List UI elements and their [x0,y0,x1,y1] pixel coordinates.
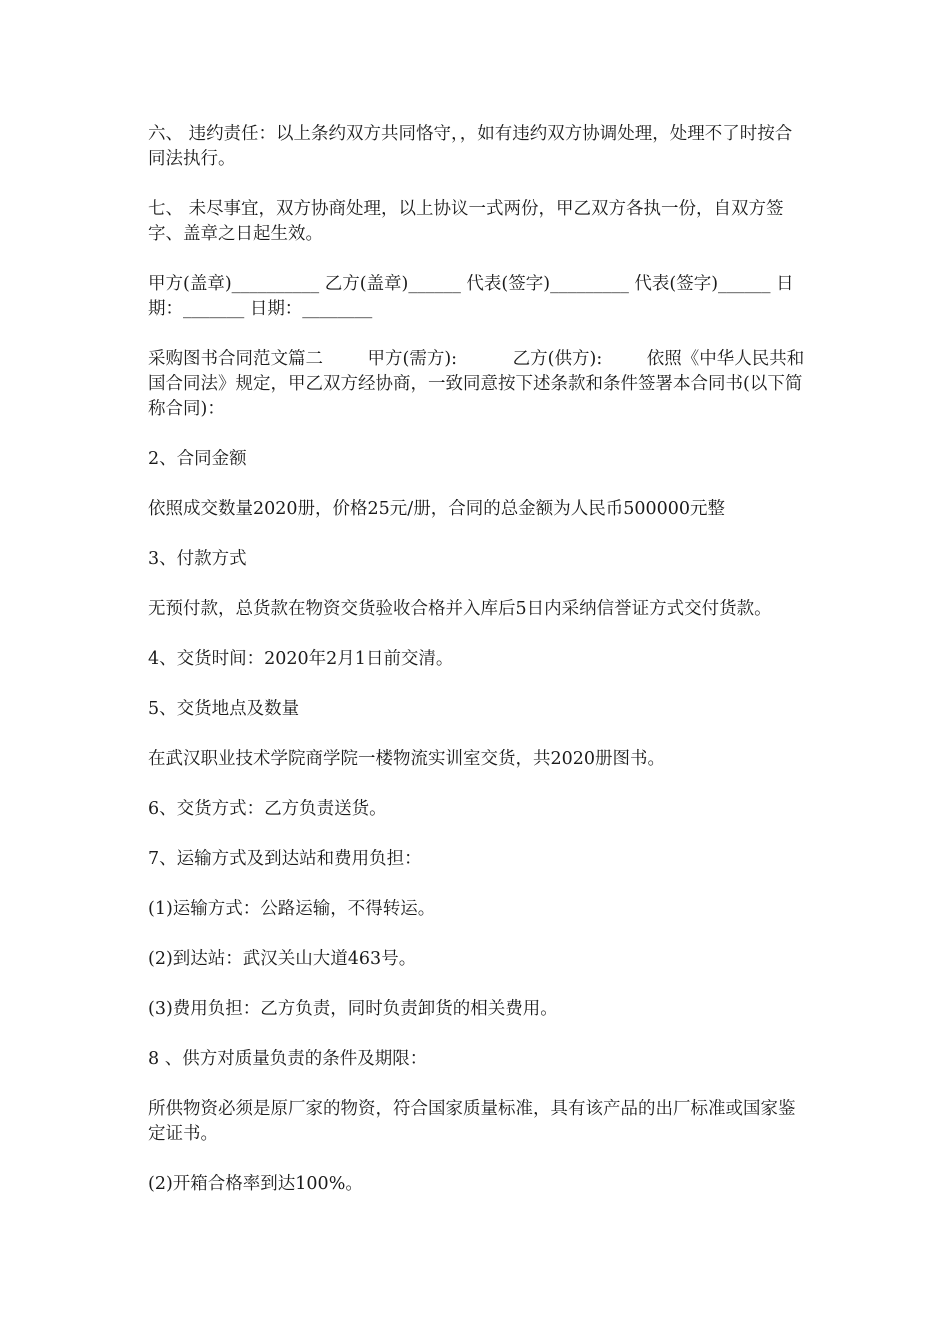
section-heading-location: 5、交货地点及数量 [148,699,300,719]
section-heading-payment: 3、付款方式 [148,549,247,569]
pass-rate: (2)开箱合格率到达100%。 [148,1174,363,1194]
delivery-method: 6、交货方式：乙方负责送货。 [148,799,387,819]
quality-text: 所供物资必须是原厂家的物资，符合国家质量标准，具有该产品的出厂标准或国家鉴定证书。 [148,1099,796,1144]
signature-line: 甲方(盖章)__________ 乙方(盖章)______ 代表(签字)_________ 代表(签字)______ 日期：_______ 日期：________ [148,274,794,319]
contract-two-intro: 采购图书合同范文篇二 甲方(需方): 乙方(供方): 依照《中华人民共和国合同法》规定，甲乙双方经协商，一致同意按下述条款和条件签署本合同书(以下简称合同)： [148,349,805,419]
destination: (2)到达站：武汉关山大道463号。 [148,949,417,969]
clause-6-breach: 六、 违约责任：以上条约双方共同恪守，，如有违约双方协调处理，处理不了时按合同法执行。 [148,124,793,169]
section-heading-transport: 7、运输方式及到达站和费用负担： [148,849,422,869]
delivery-time: 4、交货时间：2020年2月1日前交清。 [148,649,454,669]
clause-7-misc: 七、 未尽事宜，双方协商处理，以上协议一式两份，甲乙双方各执一份，自双方签字、盖章之日起生效。 [148,199,784,244]
location-text: 在武汉职业技术学院商学院一楼物流实训室交货，共2020册图书。 [148,749,666,769]
document-page [148,122,808,1222]
transport-method: (1)运输方式：公路运输，不得转运。 [148,899,436,919]
payment-text: 无预付款，总货款在物资交货验收合格并入库后5日内采纳信誉证方式交付货款。 [148,599,772,619]
section-heading-amount: 2、合同金额 [148,449,247,469]
section-heading-quality: 8 、供方对质量负责的条件及期限： [148,1049,428,1069]
cost-burden: (3)费用负担：乙方负责，同时负责卸货的相关费用。 [148,999,558,1019]
amount-text: 依照成交数量2020册，价格25元/册，合同的总金额为人民币500000元整 [148,499,726,519]
